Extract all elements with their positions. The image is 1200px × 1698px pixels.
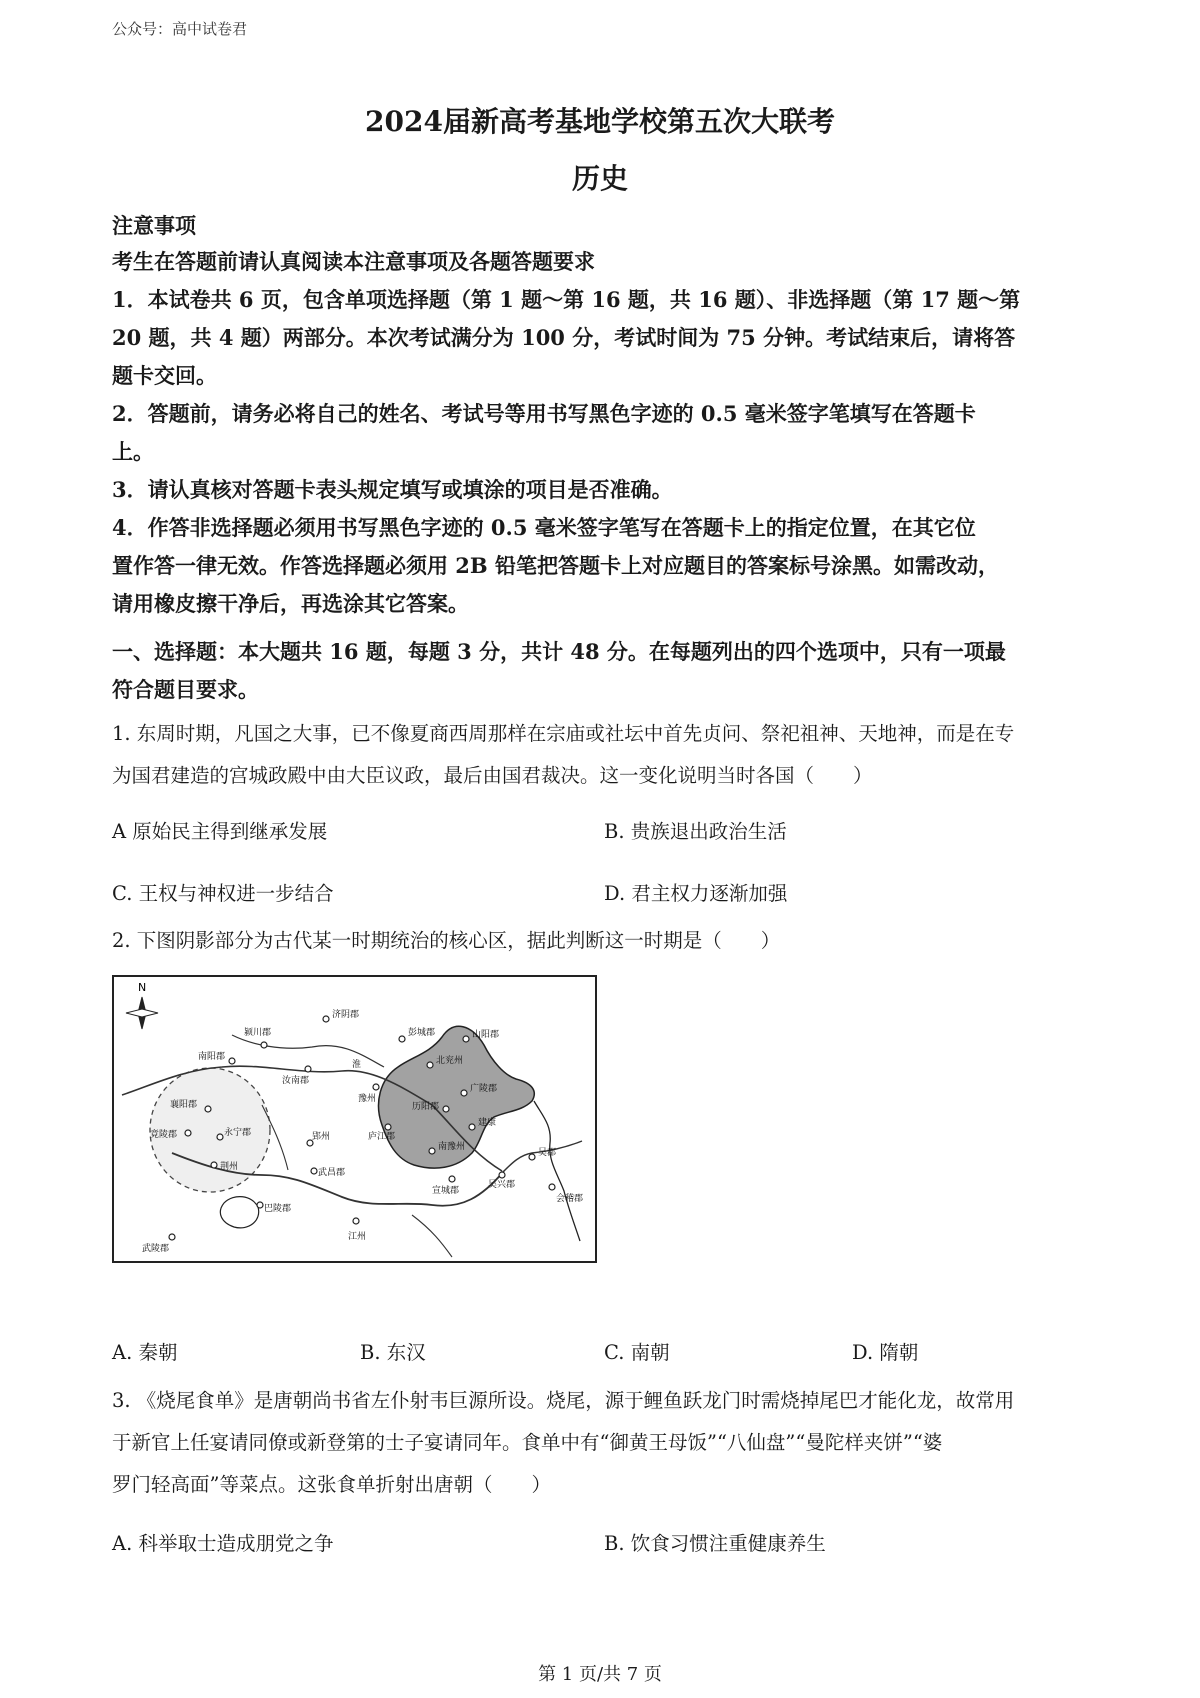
question-line: 为国君建造的宫城政殿中由大臣议政，最后由国君裁决。这一变化说明当时各国（ ） [112,764,873,787]
map-label: 建康 [478,1118,497,1128]
historical-map [112,975,597,1263]
q1-option-b[interactable]: B. 贵族退出政治生活 [604,820,787,843]
section-line: 一、选择题：本大题共 16 题，每题 3 分，共计 48 分。在每题列出的四个选项中，只有一项最 [112,639,1006,664]
q1-option-a[interactable]: A 原始民主得到继承发展 [112,820,328,843]
map-label: 永宁郡 [224,1128,252,1138]
question-line: 1. 东周时期，凡国之大事，已不像夏商西周那样在宗庙或社坛中首先贞问、祭祀祖神、天地神，而是在专 [112,722,1015,745]
north-label: N [138,981,147,994]
map-label: 南阳郡 [198,1052,226,1062]
map-label: 襄阳郡 [170,1100,198,1110]
map-label: 荆州 [220,1162,239,1172]
q2-option-a[interactable]: A. 秦朝 [112,1341,178,1364]
notice-line: 请用橡皮擦干净后，再选涂其它答案。 [112,591,469,616]
notice-line: 上。 [112,439,154,464]
map-label: 淮 [352,1060,362,1070]
q3-option-a[interactable]: A. 科举取士造成朋党之争 [112,1532,334,1555]
q1-option-d[interactable]: D. 君主权力逐渐加强 [604,882,788,905]
map-label: 颍川郡 [244,1028,272,1038]
notice-heading: 注意事项 [112,213,196,238]
header-source-note: 公众号：高中试卷君 [112,20,248,38]
page-footer: 第 1 页/共 7 页 [538,1664,662,1685]
q3-option-b[interactable]: B. 饮食习惯注重健康养生 [604,1532,826,1555]
notice-line: 4．作答非选择题必须用书写黑色字迹的 0.5 毫米签字笔写在答题卡上的指定位置，在其它位 [112,515,976,540]
question-2-stem: 2. 下图阴影部分为古代某一时期统治的核心区，据此判断这一时期是（ ） [112,929,781,952]
notice-intro: 考生在答题前请认真阅读本注意事项及各题答题要求 [112,249,595,274]
map-label: 北兖州 [436,1056,464,1066]
q1-option-c[interactable]: C. 王权与神权进一步结合 [112,882,334,905]
q2-option-b[interactable]: B. 东汉 [360,1341,426,1364]
map-label: 济阴郡 [332,1010,360,1020]
exam-subject: 历史 [571,162,628,195]
map-label: 豫州 [358,1094,377,1104]
q2-option-c[interactable]: C. 南朝 [604,1341,670,1364]
section-1-instructions [112,633,1102,709]
question-line: 于新官上任宴请同僚或新登第的士子宴请同年。食单中有“御黄王母饭”“八仙盘”“曼陀样夹饼”“婆 [112,1431,943,1454]
map-label: 江州 [348,1232,367,1242]
question-line: 罗门轻高面”等菜点。这张食单折射出唐朝（ ） [112,1473,551,1496]
notice-line: 2．答题前，请务必将自己的姓名、考试号等用书写黑色字迹的 0.5 毫米签字笔填写在答题卡 [112,401,976,426]
notice-item-2 [112,395,1102,471]
notice-line: 1．本试卷共 6 页，包含单项选择题（第 1 题～第 16 题，共 16 题）、非选择题（第 17 题～第 [112,287,1021,312]
notice-line: 题卡交回。 [112,363,217,388]
question-3-stem [112,1380,1102,1506]
q2-option-d[interactable]: D. 隋朝 [852,1341,919,1364]
map-label: 武陵郡 [142,1244,170,1254]
notice-line: 置作答一律无效。作答选择题必须用 2B 铅笔把答题卡上对应题目的答案标号涂黑。如需改动， [112,553,999,578]
map-label: 庐江郡 [368,1132,396,1142]
question-1-stem [112,713,1102,797]
notice-line: 3．请认真核对答题卡表头规定填写或填涂的项目是否准确。 [112,477,673,502]
notice-item-1 [112,281,1102,395]
map-label: 会稽郡 [556,1194,584,1204]
map-label: 吴兴郡 [488,1180,516,1190]
map-label: 宣城郡 [432,1186,460,1196]
map-label: 历阳郡 [412,1102,440,1112]
map-label: 巴陵郡 [264,1204,292,1214]
map-label: 汝南郡 [282,1076,310,1086]
section-line: 符合题目要求。 [112,677,259,702]
map-label: 山阳郡 [472,1030,500,1040]
notice-item-3 [112,471,1102,509]
notice-item-4 [112,509,1102,623]
map-label: 竟陵郡 [150,1130,178,1140]
map-label: 武昌郡 [318,1168,346,1178]
map-label: 南豫州 [438,1142,466,1152]
map-label: 彭城郡 [408,1028,436,1038]
exam-title: 2024届新高考基地学校第五次大联考 [365,105,835,138]
map-label: 吴郡 [538,1148,557,1158]
map-label: 郢州 [312,1132,331,1142]
map-label: 广陵郡 [470,1084,498,1094]
notice-line: 20 题，共 4 题）两部分。本次考试满分为 100 分，考试时间为 75 分钟。考试结束后，请将答 [112,325,1016,350]
question-line: 3. 《烧尾食单》是唐朝尚书省左仆射韦巨源所设。烧尾，源于鲤鱼跃龙门时需烧掉尾巴才能化龙，故常用 [112,1389,1015,1412]
